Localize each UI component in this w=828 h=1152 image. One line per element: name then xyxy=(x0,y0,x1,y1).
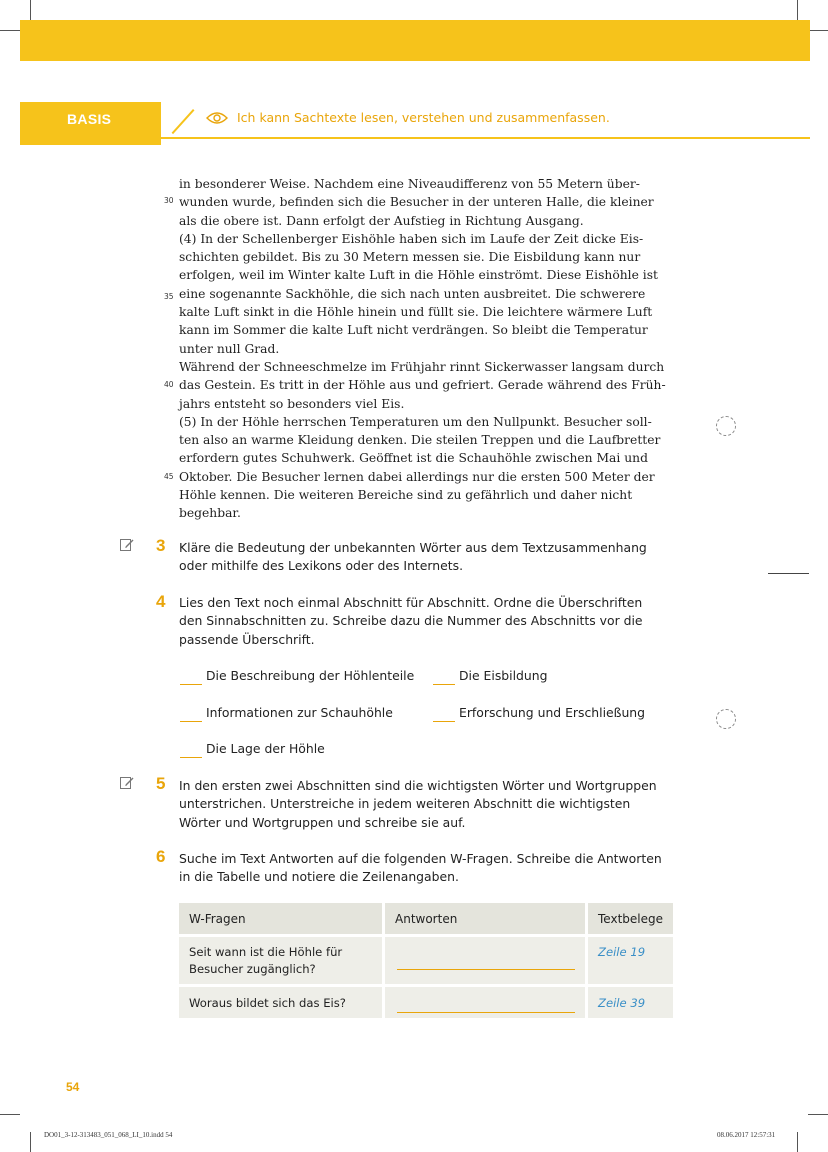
heading-option: Die Beschreibung der Höhlenteile xyxy=(206,668,415,683)
line-number: 35 xyxy=(164,292,174,301)
question-cell xyxy=(179,937,382,984)
task-line: den Sinnabschnitten zu. Schreibe dazu die Nummer des Abschnitts vor die xyxy=(179,613,643,629)
table-row xyxy=(179,937,673,984)
answer-blank[interactable] xyxy=(180,721,202,722)
crop-mark xyxy=(808,30,828,31)
question-text: Woraus bildet sich das Eis? xyxy=(189,995,346,1010)
line-number: 30 xyxy=(164,196,174,205)
task-line: Lies den Text noch einmal Abschnitt für Abschnitt. Ordne die Überschriften xyxy=(179,595,643,610)
task-line: oder mithilfe des Lexikons oder des Internets. xyxy=(179,558,464,574)
header-rule xyxy=(161,137,810,139)
text-line: kann im Sommer die kalte Luft nicht verdrängen. So bleibt die Temperatur xyxy=(179,323,648,338)
column-header: W-Fragen xyxy=(179,903,382,934)
print-slug-file: DO01_3-12-313483_051_068_LI_10.indd 54 xyxy=(44,1131,173,1139)
question-text: Besucher zugänglich? xyxy=(189,961,316,976)
crop-mark xyxy=(30,1132,31,1152)
heading-option: Die Eisbildung xyxy=(459,668,548,683)
text-line: (5) In der Höhle herrschen Temperaturen um den Nullpunkt. Besucher soll- xyxy=(179,414,652,429)
answer-blank[interactable] xyxy=(433,684,455,685)
line-number: 45 xyxy=(164,472,174,481)
text-line: in besonderer Weise. Nachdem eine Niveaudifferenz von 55 Metern über- xyxy=(179,177,640,191)
crop-mark xyxy=(0,1114,20,1115)
reference-cell xyxy=(588,987,673,1018)
answer-blank[interactable] xyxy=(180,757,202,758)
header-slash xyxy=(172,109,195,134)
text-line: als die obere ist. Dann erfolgt der Aufstieg in Richtung Ausgang. xyxy=(179,213,584,228)
answer-blank[interactable] xyxy=(433,721,455,722)
task-instruction xyxy=(179,850,662,887)
text-line: erfolgen, weil im Winter kalte Luft in die Höhle einströmt. Diese Eishöhle ist xyxy=(179,268,658,283)
line-reference: Zeile 39 xyxy=(598,995,646,1010)
task-line: Kläre die Bedeutung der unbekannten Wörter aus dem Textzusammenhang xyxy=(179,540,647,555)
pencil-icon xyxy=(119,775,135,791)
reference-cell xyxy=(588,937,673,984)
task-line: Wörter und Wortgruppen und schreibe sie auf. xyxy=(179,814,466,830)
w-questions-table xyxy=(176,900,676,1021)
table-row xyxy=(179,987,673,1018)
text-line: Während der Schneeschmelze im Frühjahr rinnt Sickerwasser langsam durch xyxy=(179,359,665,374)
answer-line xyxy=(397,969,575,970)
heading-option: Informationen zur Schauhöhle xyxy=(206,705,393,720)
text-line: schichten gebildet. Bis zu 30 Metern messen sie. Die Eisbildung kann nur xyxy=(179,250,641,265)
question-text: Seit wann ist die Höhle für xyxy=(189,944,343,959)
task-line: in die Tabelle und notiere die Zeilenangaben. xyxy=(179,869,459,885)
task-instruction xyxy=(179,594,643,649)
task-line: Suche im Text Antworten auf die folgenden W-Fragen. Schreibe die Antworten xyxy=(179,851,662,866)
text-line: unter null Grad. xyxy=(179,341,280,356)
crop-mark xyxy=(808,1114,828,1115)
text-line: jahrs entsteht so besonders viel Eis. xyxy=(179,396,405,411)
answer-line xyxy=(397,1012,575,1013)
answer-blank[interactable] xyxy=(180,684,202,685)
learning-goal: Ich kann Sachtexte lesen, verstehen und zusammenfassen. xyxy=(237,110,610,125)
task-number: 5 xyxy=(156,774,166,793)
text-line: Oktober. Die Besucher lernen dabei allerdings nur die ersten 500 Meter der xyxy=(179,469,655,484)
pencil-icon xyxy=(119,537,135,553)
line-reference: Zeile 19 xyxy=(598,945,646,959)
question-cell xyxy=(179,987,382,1018)
text-line: kalte Luft sinkt in die Höhle hinein und füllt sie. Die leichtere wärmere Luft xyxy=(179,305,653,320)
answer-cell[interactable] xyxy=(385,987,585,1018)
text-line: eine sogenannte Sackhöhle, die sich nach unten ausbreitet. Die schwerere xyxy=(179,286,646,301)
line-number: 40 xyxy=(164,380,174,389)
task-instruction xyxy=(179,539,647,576)
heading-option: Erforschung und Erschließung xyxy=(459,705,646,720)
table-header-row xyxy=(179,903,673,934)
text-line: (4) In der Schellenberger Eishöhle haben sich im Laufe der Zeit dicke Eis- xyxy=(179,231,644,246)
heading-option: Die Lage der Höhle xyxy=(206,741,325,756)
top-color-band xyxy=(20,20,810,61)
text-line: ten also an warme Kleidung denken. Die steilen Treppen und die Laufbretter xyxy=(179,433,661,448)
task-number: 6 xyxy=(156,847,166,866)
answer-cell[interactable] xyxy=(385,937,585,984)
level-label: BASIS xyxy=(67,111,112,127)
crop-mark xyxy=(30,0,31,20)
eye-icon xyxy=(206,111,228,125)
column-header: Textbelege xyxy=(588,903,673,934)
text-line: begehbar. xyxy=(179,506,241,521)
task-line: passende Überschrift. xyxy=(179,631,315,647)
level-tab xyxy=(20,102,161,145)
task-line: In den ersten zwei Abschnitten sind die wichtigsten Wörter und Wortgruppen xyxy=(179,778,657,793)
reading-text xyxy=(179,175,666,523)
text-line: erfordern gutes Schuhwerk. Geöffnet ist die Schauhöhle zwischen Mai und xyxy=(179,451,648,466)
margin-marker-circle xyxy=(716,709,736,729)
task-line: unterstrichen. Unterstreiche in jedem weiteren Abschnitt die wichtigsten xyxy=(179,796,631,812)
task-number: 3 xyxy=(156,536,166,555)
print-slug-date: 08.06.2017 12:57:31 xyxy=(717,1131,776,1139)
column-header: Antworten xyxy=(385,903,585,934)
task-number: 4 xyxy=(156,592,166,611)
text-line: Höhle kennen. Die weiteren Bereiche sind zu gefährlich und daher nicht xyxy=(179,488,633,503)
text-line: wunden wurde, befinden sich die Besucher in der unteren Halle, die kleiner xyxy=(179,195,654,210)
margin-rule xyxy=(768,573,809,574)
crop-mark xyxy=(0,30,20,31)
crop-mark xyxy=(797,0,798,20)
page-number: 54 xyxy=(66,1080,80,1094)
task-instruction xyxy=(179,777,657,832)
crop-mark xyxy=(797,1132,798,1152)
text-line: das Gestein. Es tritt in der Höhle aus und gefriert. Gerade während des Früh- xyxy=(179,378,666,393)
margin-marker-circle xyxy=(716,416,736,436)
